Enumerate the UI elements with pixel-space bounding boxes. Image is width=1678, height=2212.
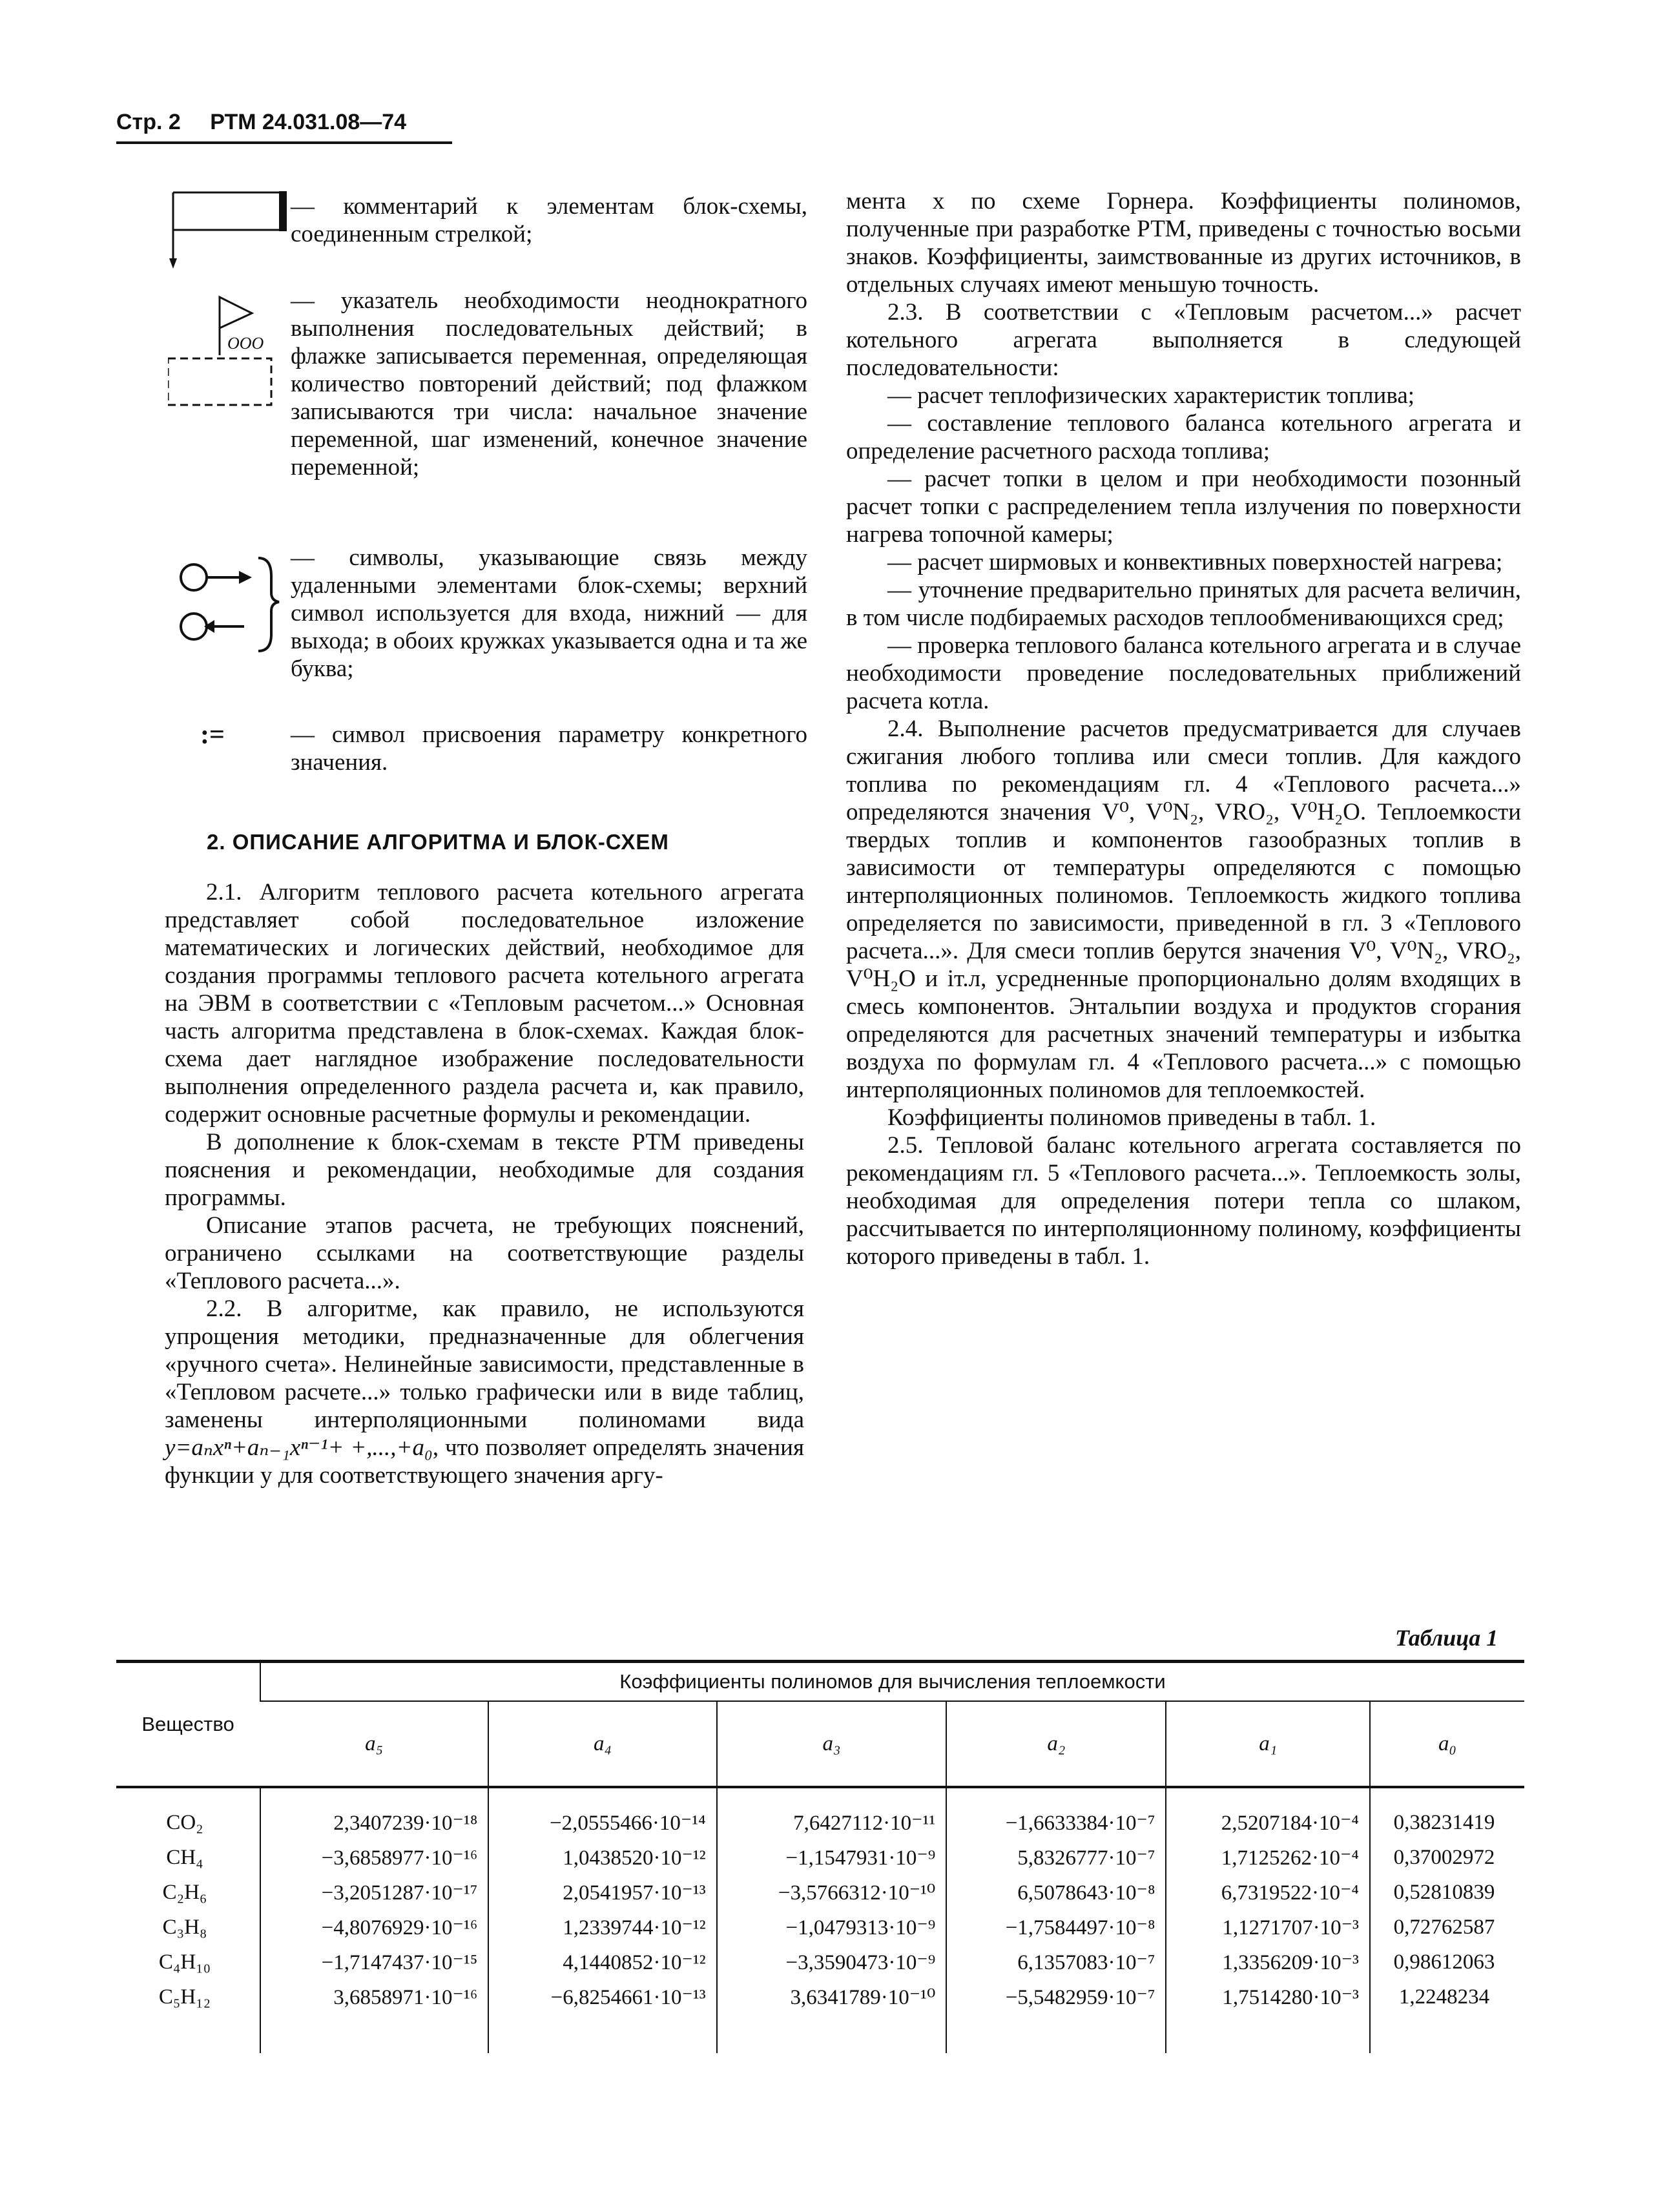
table-cell: 1,1271707·10⁻³ (1166, 1910, 1369, 1945)
column-header-a2: a₂ (946, 1701, 1166, 1787)
column-header-a3: a₃ (717, 1701, 947, 1787)
table-cell: 1,2339744·10⁻¹² (488, 1910, 716, 1945)
table-cell: 6,1357083·10⁻⁷ (946, 1945, 1166, 1979)
table-cell: −1,0479313·10⁻⁹ (717, 1910, 947, 1945)
table-cell: 5,8326777·10⁻⁷ (946, 1840, 1166, 1875)
table-spacer-row (116, 2014, 1524, 2053)
svg-text:ООО: ООО (227, 334, 264, 353)
coefficients-table (116, 1660, 1524, 2053)
table-cell: 2,0541957·10⁻¹³ (488, 1875, 716, 1910)
legend-text-comment: — комментарий к элементам блок-схемы, соединенным стрелкой; (291, 193, 807, 247)
list-item-furnace: — расчет топки в целом и при необходимости позонный расчет топки с распределением тепла излучения по поверхности нагрева топочной камеры; (846, 466, 1521, 548)
list-item-check: — проверка теплового баланса котельного агрегата и в случае необходимости проведение последовательных приближений расчета котла. (846, 632, 1521, 714)
substance-cell: CO₂ (166, 1810, 203, 1834)
table-row (116, 1875, 1524, 1910)
list-item-thermo: — расчет теплофизических характеристик топлива; (887, 382, 1415, 409)
paragraph-2-2-tail: , что позволяет определять значения функции y для соответствующего значения аргу- (165, 1434, 805, 1489)
list-item-balance: — составление теплового баланса котельного агрегата и определение расчетного расхода топлива; (846, 410, 1521, 464)
paragraph-coef-ref: Коэффициенты полиномов приведены в табл. 1. (887, 1104, 1376, 1131)
paragraph-horner: мента x по схеме Горнера. Коэффициенты полиномов, полученные при разработке РТМ, приведены с точностью восьми знаков. Коэффициенты, заимствованные из других источников, в отдельных случаях имеют меньшую точность. (846, 188, 1521, 298)
page-number: Стр. 2 (116, 110, 181, 134)
assign-symbol: := (200, 720, 225, 750)
column-header-a0: a₀ (1370, 1701, 1524, 1787)
loop-flag-icon (168, 284, 291, 420)
table-cell: 1,2248234 (1370, 1979, 1524, 2014)
table-cell: −1,1547931·10⁻⁹ (717, 1840, 947, 1875)
substance-cell: C₄H₁₀ (158, 1950, 211, 1974)
table-cell: 4,1440852·10⁻¹² (488, 1945, 716, 1979)
table-caption: Таблица 1 (1395, 1625, 1498, 1651)
table-cell: 0,72762587 (1370, 1910, 1524, 1945)
connector-icon (168, 544, 291, 660)
column-header-substance: Вещество (116, 1662, 260, 1788)
list-item-screens: — расчет ширмовых и конвективных поверхностей нагрева; (887, 549, 1503, 575)
substance-cell: C₃H₈ (162, 1915, 207, 1939)
table-cell: −3,5766312·10⁻¹⁰ (717, 1875, 947, 1910)
table-cell: 0,52810839 (1370, 1875, 1524, 1910)
paragraph-stages: Описание этапов расчета, не требующих пояснений, ограничено ссылками на соответствующие разделы «Теплового расчета...». (165, 1212, 804, 1294)
paragraph-2-5: 2.5. Тепловой баланс котельного агрегата составляется по рекомендациям гл. 5 «Теплового расчета...». Теплоемкость золы, необходимая для определения потери тепла со шлаком, рассчитывается по интерполяционному полиному, коэффициенты которого приведены в табл. 1. (846, 1132, 1521, 1270)
paragraph-2-1: 2.1. Алгоритм теплового расчета котельного агрегата представляет собой последовательное изложение математических и логических действий, необходимое для создания программы теплового расчета котельного агрегата на ЭВМ в соответствии с «Тепловым расчетом...» Основная часть алгоритма представлена в блок-схемах. Каждая блок-схема дает наглядное изображение последовательности выполнения определенного раздела расчета и, как правило, содержит основные расчетные формулы и рекомендации. (165, 879, 804, 1128)
column-header-a5: a₅ (260, 1701, 488, 1787)
table-cell: 0,98612063 (1370, 1945, 1524, 1979)
legend-text-assign: — символ присвоения параметру конкретного значения. (291, 721, 807, 776)
substance-cell: CH₄ (166, 1845, 203, 1869)
table-cell: 1,3356209·10⁻³ (1166, 1945, 1369, 1979)
page-header (116, 110, 452, 144)
legend-text-connector: — символы, указывающие связь между удаленными элементами блок-схемы; верхний символ используется для входа, нижний — для выхода; в обоих кружках указывается одна и та же буква; (291, 544, 807, 682)
legend-text-loop: — указатель необходимости неоднократного выполнения последовательных действий; в флажке записывается переменная, определяющая количество повторений действий; под флажком записываются три числа: начальное значение переменной, шаг изменений, конечное значение переменной; (291, 287, 807, 481)
table-cell: 0,38231419 (1370, 1787, 1524, 1840)
group-header: Коэффициенты полиномов для вычисления теплоемкости (260, 1662, 1524, 1702)
table-cell: −1,6633384·10⁻⁷ (946, 1787, 1166, 1840)
table-cell: −3,3590473·10⁻⁹ (717, 1945, 947, 1979)
left-column (165, 878, 804, 1489)
table-cell: 3,6341789·10⁻¹⁰ (717, 1979, 947, 2014)
paragraph-supplement: В дополнение к блок-схемам в тексте РТМ приведены пояснения и рекомендации, необходимые для создания программы. (165, 1129, 804, 1211)
table-cell: 1,7514280·10⁻³ (1166, 1979, 1369, 2014)
table-cell: 6,5078643·10⁻⁸ (946, 1875, 1166, 1910)
table-cell: −3,6858977·10⁻¹⁶ (260, 1840, 488, 1875)
paragraph-2-2-text: 2.2. В алгоритме, как правило, не используются упрощения методики, предназначенные для облегчения «ручного счета». Нелинейные зависимости, представленные в «Тепловом расчете...» только графически или в виде таблиц, заменены интерполяционными полиномами вида (165, 1296, 804, 1433)
table-cell: −3,2051287·10⁻¹⁷ (260, 1875, 488, 1910)
table-cell: 3,6858971·10⁻¹⁶ (260, 1979, 488, 2014)
table-cell: −6,8254661·10⁻¹³ (488, 1979, 716, 2014)
paragraph-2-4: 2.4. Выполнение расчетов предусматривается для случаев сжигания любого топлива или смеси топлив. Для каждого топлива по рекомендациям гл. 4 «Теплового расчета...» определяются значения V⁰, V⁰N₂, VRO₂, V⁰H₂O. Теплоемкости твердых топлив и компонентов газообразных топлив в зависимости от температуры определяются с помощью интерполяционных полиномов. Теплоемкость жидкого топлива определяется по зависимости, приведенной в гл. 3 «Теплового расчета...». Для смеси топлив берутся значения V⁰, V⁰N₂, VRO₂, V⁰H₂O и iт.л, усредненные пропорционально долям входящих в смесь компонентов. Энтальпии воздуха и продуктов сгорания определяются для расчетных значений температуры и избытка воздуха по формулам гл. 4 «Теплового расчета...» с помощью интерполяционных полиномов для теплоемкостей. (846, 716, 1521, 1103)
polynomial-formula: y=aₙxⁿ+aₙ₋₁xⁿ⁻¹+ +,...,+a₀ (165, 1434, 433, 1461)
table-cell: 1,7125262·10⁻⁴ (1166, 1840, 1369, 1875)
table-cell: 0,37002972 (1370, 1840, 1524, 1875)
table-row (116, 1787, 1524, 1840)
substance-cell: C₂H₆ (162, 1880, 207, 1904)
right-column (846, 187, 1521, 1270)
table-cell: −5,5482959·10⁻⁷ (946, 1979, 1166, 2014)
paragraph-2-3: 2.3. В соответствии с «Тепловым расчетом...» расчет котельного агрегата выполняется в следующей последовательности: (846, 299, 1521, 381)
list-item-refine: — уточнение предварительно принятых для расчета величин, в том числе подбираемых расходов теплообменивающихся сред; (846, 577, 1521, 631)
table-cell: −1,7147437·10⁻¹⁵ (260, 1945, 488, 1979)
table-cell: 2,3407239·10⁻¹⁸ (260, 1787, 488, 1840)
comment-bracket-icon (168, 187, 291, 271)
document-code: РТМ 24.031.08—74 (210, 110, 407, 134)
table-cell: 2,5207184·10⁻⁴ (1166, 1787, 1369, 1840)
section-title: 2. ОПИСАНИЕ АЛГОРИТМА И БЛОК-СХЕМ (207, 830, 669, 854)
table-cell: −2,0555466·10⁻¹⁴ (488, 1787, 716, 1840)
table-row (116, 1910, 1524, 1945)
table-cell: 6,7319522·10⁻⁴ (1166, 1875, 1369, 1910)
column-header-a4: a₄ (488, 1701, 716, 1787)
substance-cell: C₅H₁₂ (158, 1985, 211, 2009)
column-header-a1: a₁ (1166, 1701, 1369, 1787)
table-cell: −4,8076929·10⁻¹⁶ (260, 1910, 488, 1945)
table-cell: 7,6427112·10⁻¹¹ (717, 1787, 947, 1840)
table-row (116, 1945, 1524, 1979)
table-cell: −1,7584497·10⁻⁸ (946, 1910, 1166, 1945)
table-row (116, 1840, 1524, 1875)
table-row (116, 1979, 1524, 2014)
table-cell: 1,0438520·10⁻¹² (488, 1840, 716, 1875)
paragraph-2-2 (165, 1295, 804, 1489)
